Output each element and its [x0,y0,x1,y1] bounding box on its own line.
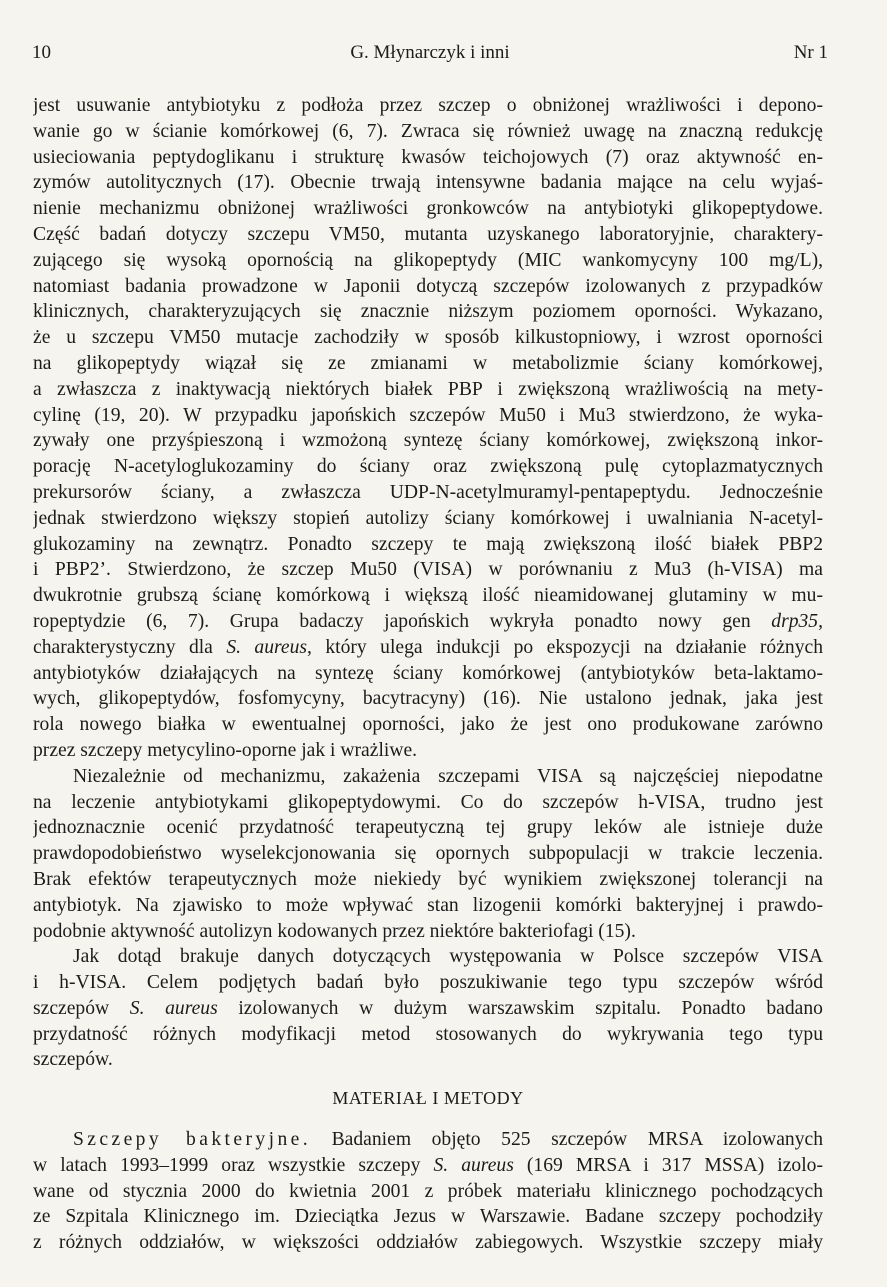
text-line: podobnie aktywność autolizyn kodowanych przez niektóre bakteriofagi (15). [33,920,636,942]
text-line: przydatność różnych modyfikacji metod stosowanych do wykrywania tego typu [33,1023,823,1045]
paragraph-1 [33,93,823,764]
text-line: klinicznych, charakteryzujących się znacznie niższym poziomem oporności. Wykazano, [33,301,823,323]
text-line: natomiast badania prowadzone w Japonii dotyczą szczepów izolowanych z przypadków [33,275,823,297]
methods-section [33,1127,823,1256]
section-heading: MATERIAŁ I METODY [332,1088,524,1108]
page-number: 10 [32,42,51,63]
text-line: i h-VISA. Celem podjętych badań było poszukiwanie tego typu szczepów wśród [33,972,823,994]
text-line: rola nowego białka w ewentualnej oporności, jako że jest ono produkowane zarówno [33,714,823,736]
issue-number: Nr 1 [793,42,828,63]
text-line: antybiotyków działających na syntezę ściany komórkowej (antybiotyków beta-laktamo- [33,662,823,684]
text-fragment: , [818,610,823,632]
subsection-lead: Szczepy bakteryjne. [73,1129,312,1150]
article-body [33,93,823,1073]
page-header [32,42,828,68]
text-line: z różnych oddziałów, w większości oddziałów zabiegowych. Wszystkie szczepy miały [33,1232,823,1254]
species-name-italic: S. aureus [433,1154,514,1176]
text-line: cylinę (19, 20). W przypadku japońskich szczepów Mu50 i Mu3 stwierdzono, że wyka- [33,404,823,426]
text-fragment: izolowanych w dużym warszawskim szpitalu. Ponadto badano [217,997,823,1019]
species-name-italic: S. aureus [129,997,218,1019]
paragraph-2 [33,764,823,945]
text-line: przez szczepy metycylino-oporne jak i wrażliwe. [33,739,418,761]
paragraph-3 [33,944,823,1073]
text-line [33,996,823,1022]
text-line: Jak dotąd brakuje danych dotyczących występowania w Polsce szczepów VISA [73,946,823,968]
text-line: i PBP2’. Stwierdzono, że szczep Mu50 (VISA) w porównaniu z Mu3 (h-VISA) ma [33,559,823,581]
text-line: usieciowania peptydoglikanu i strukturę kwasów teichojowych (7) oraz aktywność en- [33,146,823,168]
text-line: jest usuwanie antybiotyku z podłoża przez szczep o obniżonej wrażliwości i depono- [33,95,823,116]
text-fragment: Badaniem objęto 525 szczepów MRSA izolowanych [311,1129,823,1150]
running-head: G. Młynarczyk i inni [350,42,510,63]
text-fragment: charakterystyczny dla [33,636,227,658]
text-fragment: szczepów [33,997,130,1019]
text-line: zującego się wysoką opornością na glikopeptydy (MIC wankomycyny 100 mg/L), [33,249,823,271]
text-fragment: , który ulega indukcji po ekspozycji na działanie różnych [307,636,823,658]
text-line: Brak efektów terapeutycznych może niekiedy być wynikiem zwiększonej tolerancji na [33,868,823,890]
text-line [33,1153,823,1179]
text-fragment: w latach 1993–1999 oraz wszystkie szczepy [33,1154,434,1176]
text-line: wanie go w ścianie komórkowej (6, 7). Zwraca się również uwagę na znaczną redukcję [33,120,823,142]
gene-name-italic: drp35 [771,610,819,632]
text-fragment: (169 MRSA i 317 MSSA) izolo- [513,1154,823,1176]
text-line: jednoznacznie ocenić przydatność terapeutyczną tej grupy leków ale istnieje duże [33,817,823,839]
text-line: Część badań dotyczy szczepu VM50, mutanta uzyskanego laboratoryjnie, charaktery- [33,223,823,245]
text-line [33,609,823,635]
text-line: zywały one przyśpieszoną i wzmożoną syntezę ściany komórkowej, zwiększoną inkor- [33,430,823,452]
text-line: prawdopodobieństwo wyselekcjonowania się opornych subpopulacji w trakcie leczenia. [33,843,823,865]
methods-paragraph [33,1127,823,1256]
text-line: że u szczepu VM50 mutacje zachodziły w sposób kilkustopniowy, i wzrost oporności [33,327,823,349]
text-line: porację N-acetyloglukozaminy do ściany oraz zwiększoną pulę cytoplazmatycznych [33,456,823,478]
text-fragment: ropeptydzie (6, 7). Grupa badaczy japońskich wykryła ponadto nowy gen [33,610,772,632]
text-line: wych, glikopeptydów, fosfomycyny, bacytracyny) (16). Nie ustalono jednak, jaka jest [33,688,823,710]
text-line [33,635,823,661]
text-line [33,1127,823,1153]
text-line: nienie mechanizmu obniżonej wrażliwości gronkowców na antybiotyki glikopeptydowe. [33,198,823,220]
text-line: Niezależnie od mechanizmu, zakażenia szczepami VISA są najczęściej niepodatne [73,765,823,787]
text-line: jednak stwierdzono większy stopień autolizy ściany komórkowej i uwalniania N-acetyl- [33,507,823,529]
text-line: a zwłaszcza z inaktywacją niektórych białek PBP i zwiększoną wrażliwością na mety- [33,378,823,400]
text-line: dwukrotnie grubszą ścianę komórkową i większą ilość nieamidowanej glutaminy w mu- [33,585,823,607]
text-line: zymów autolitycznych (17). Obecnie trwają intensywne badania mające na celu wyjaś- [33,172,823,194]
text-line: na leczenie antybiotykami glikopeptydowymi. Co do szczepów h-VISA, trudno jest [33,791,823,813]
species-name-italic: S. aureus [226,636,308,658]
text-line: prekursorów ściany, a zwłaszcza UDP-N-acetylmuramyl-pentapeptydu. Jednocześnie [33,481,823,503]
text-line: na glikopeptydy wiązał się ze zmianami w metabolizmie ściany komórkowej, [33,352,823,374]
text-line: glukozaminy na zewnątrz. Ponadto szczepy te mają zwiększoną ilość białek PBP2 [33,533,823,555]
text-line: antybiotyk. Na zjawisko to może wpływać stan lizogenii komórki bakteryjnej i prawdo- [33,894,823,916]
text-line: szczepów. [33,1049,113,1071]
text-line: wane od stycznia 2000 do kwietnia 2001 z próbek materiału klinicznego pochodzących [33,1180,823,1202]
text-line: ze Szpitala Klinicznego im. Dzieciątka Jezus w Warszawie. Badane szczepy pochodziły [33,1206,823,1228]
